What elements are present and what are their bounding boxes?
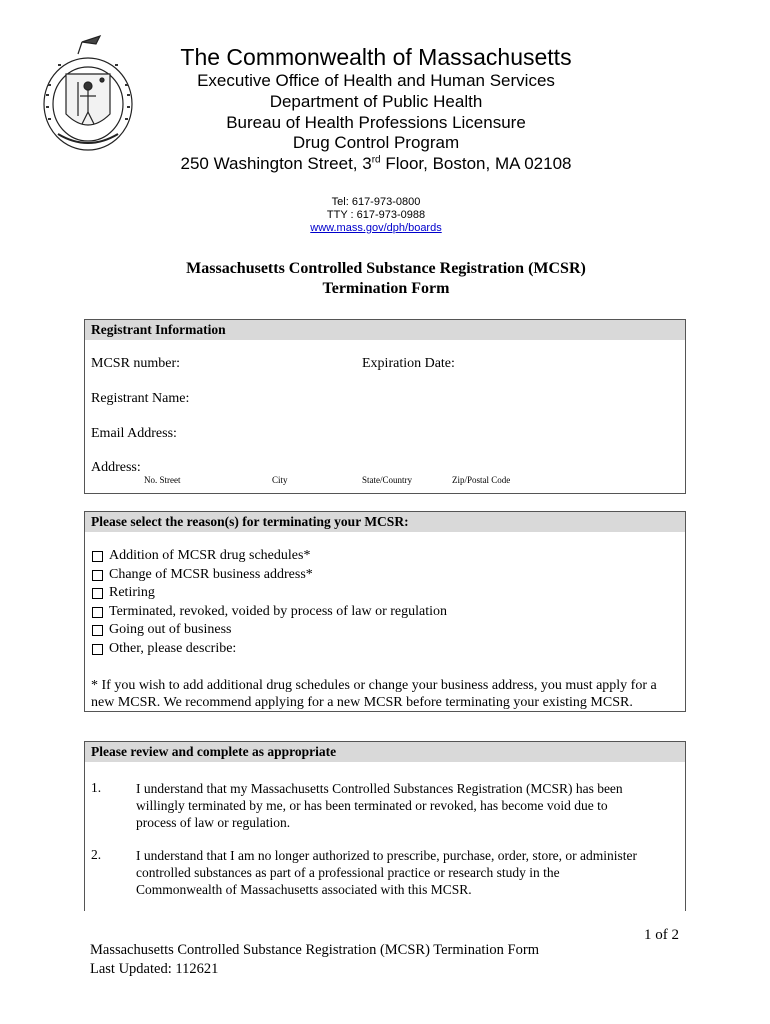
checkbox-icon[interactable]: [92, 644, 103, 655]
reason-checkbox-other[interactable]: Other, please describe:: [92, 641, 236, 657]
reasons-heading: Please select the reason(s) for terminating your MCSR:: [85, 512, 685, 532]
reason-checkbox-terminated[interactable]: Terminated, revoked, voided by process of law or regulation: [92, 604, 447, 620]
expiration-date-field[interactable]: Expiration Date:: [362, 356, 455, 371]
address-city-label: City: [272, 475, 288, 485]
massachusetts-seal-icon: [38, 34, 138, 154]
reason-checkbox-schedules[interactable]: Addition of MCSR drug schedules*: [92, 548, 310, 564]
street-address: 250 Washington Street, 3rd Floor, Boston, MA 02108: [180, 154, 572, 173]
footer-form-name: Massachusetts Controlled Substance Registration (MCSR) Termination Form: [90, 942, 539, 958]
department: Department of Public Health: [269, 92, 483, 111]
page-number: 1 of 2: [644, 927, 679, 943]
mcsr-number-field[interactable]: MCSR number:: [91, 356, 181, 371]
review-item-number: 1.: [91, 780, 102, 795]
telephone: Tel: 617-973-0800: [331, 196, 421, 208]
checkbox-icon[interactable]: [92, 588, 103, 599]
review-section: [84, 741, 686, 911]
agency-title: The Commonwealth of Massachusetts: [180, 44, 572, 70]
registrant-info-heading: Registrant Information: [85, 320, 685, 340]
address-zip-label: Zip/Postal Code: [452, 475, 511, 485]
reason-checkbox-going-out[interactable]: Going out of business: [92, 622, 232, 638]
review-item-2: I understand that I am no longer authorized to prescribe, purchase, order, store, or administer controlled substances as part of a professional practice or research study in the Commonwealth of Massachusetts associated with this MCSR.: [136, 848, 638, 897]
bureau: Bureau of Health Professions Licensure: [226, 113, 526, 132]
registrant-info-section: [84, 319, 686, 494]
email-address-field[interactable]: Email Address:: [91, 426, 177, 441]
termination-reasons-section: [84, 511, 686, 712]
footer-last-updated: Last Updated: 112621: [90, 961, 219, 977]
review-item-number: 2.: [91, 847, 102, 862]
review-item-1: I understand that my Massachusetts Controlled Substances Registration (MCSR) has been willingly terminated by me, or has been terminated or revoked, has become void due to process of law or regulation.: [136, 781, 623, 830]
reason-checkbox-retiring[interactable]: Retiring: [92, 585, 155, 601]
website-link[interactable]: www.mass.gov/dph/boards: [310, 222, 442, 234]
checkbox-icon[interactable]: [92, 607, 103, 618]
checkbox-icon[interactable]: [92, 625, 103, 636]
form-title: Massachusetts Controlled Substance Registration (MCSR): [186, 260, 586, 277]
program: Drug Control Program: [292, 133, 460, 152]
checkbox-icon[interactable]: [92, 551, 103, 562]
address-street-label: No. Street: [144, 475, 181, 485]
address-state-label: State/Country: [362, 475, 412, 485]
reason-checkbox-address[interactable]: Change of MCSR business address*: [92, 567, 313, 583]
reasons-note: * If you wish to add additional drug schedules or change your business address, you must apply for a new MCSR. We recommend applying for a new MCSR before terminating your existing MCSR.: [91, 678, 657, 710]
checkbox-icon[interactable]: [92, 570, 103, 581]
registrant-name-field[interactable]: Registrant Name:: [91, 391, 190, 406]
form-subtitle: Termination Form: [322, 280, 450, 297]
review-heading: Please review and complete as appropriate: [85, 742, 685, 762]
executive-office: Executive Office of Health and Human Services: [197, 71, 555, 90]
tty-number: TTY : 617-973-0988: [326, 209, 426, 221]
address-field[interactable]: Address:: [91, 460, 141, 475]
